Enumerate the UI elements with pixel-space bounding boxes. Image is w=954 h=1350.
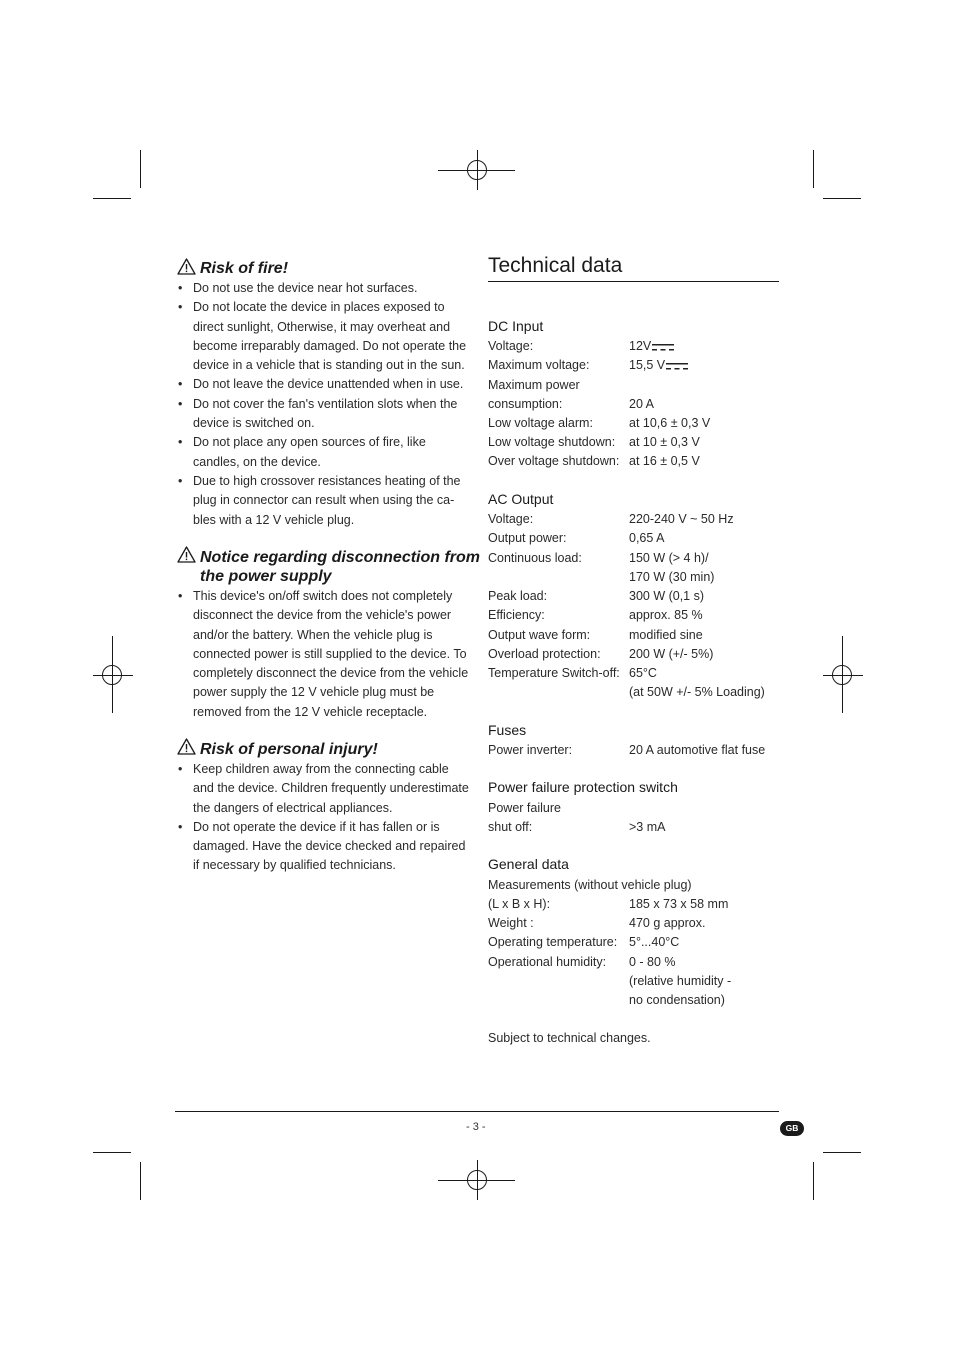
heading-risk-of-injury: Risk of personal injury! <box>200 741 378 758</box>
section-heading-fuses: Fuses <box>488 722 527 738</box>
list-item: • Do not operate the device if it has fallen or is damaged. Have the device checked and repaired if necessary by qualified technicians. <box>175 818 470 876</box>
list-item: • Do not use the device near hot surfaces. <box>175 279 470 298</box>
page-number: - 3 - <box>466 1121 486 1133</box>
disconnection-list <box>175 587 470 722</box>
injury-warning-list <box>175 760 470 876</box>
title-underline <box>488 281 779 282</box>
language-badge: GB <box>780 1121 804 1136</box>
list-item: • Do not place any open sources of fire, like candles, on the device. <box>175 433 470 472</box>
list-item: • Due to high crossover resistances heating of the plug in connector can result when using the ca-bles with a 12 V vehicle plug. <box>175 472 470 530</box>
dc-symbol-icon <box>652 342 674 352</box>
heading-disconnection-notice-line2: the power supply <box>200 568 332 585</box>
footer-rule <box>175 1111 779 1112</box>
list-item: • Keep children away from the connecting cable and the device. Children frequently underestimate the dangers of electrical appliances. <box>175 760 470 818</box>
list-item: • This device's on/off switch does not completely disconnect the device from the vehicle's power and/or the battery. When the vehicle plug is connected power is still supplied to the device. To completely disconnect the device from the vehicle power supply the 12 V vehicle plug must be removed from the 12 V vehicle receptacle. <box>175 587 470 722</box>
section-heading-general-data: General data <box>488 856 569 872</box>
fire-warning-list <box>175 279 470 530</box>
heading-disconnection-notice: Notice regarding disconnection from <box>200 549 481 566</box>
dc-symbol-icon <box>666 361 688 371</box>
section-heading-power-failure: Power failure protection switch <box>488 779 678 795</box>
page-title: Technical data <box>488 254 623 277</box>
warning-icon <box>177 546 196 563</box>
list-item: • Do not leave the device unattended when in use. <box>175 375 470 394</box>
section-heading-dc-input: DC Input <box>488 318 544 334</box>
section-heading-ac-output: AC Output <box>488 491 554 507</box>
warning-icon <box>177 258 196 275</box>
list-item: • Do not locate the device in places exposed to direct sunlight, Otherwise, it may overheat and become irreparably damaged. Do not operate the device in a vehicle that is standing out in the sun. <box>175 298 470 375</box>
warning-icon <box>177 738 196 755</box>
list-item: • Do not cover the fan's ventilation slots when the device is switched on. <box>175 395 470 434</box>
heading-risk-of-fire: Risk of fire! <box>200 260 289 277</box>
